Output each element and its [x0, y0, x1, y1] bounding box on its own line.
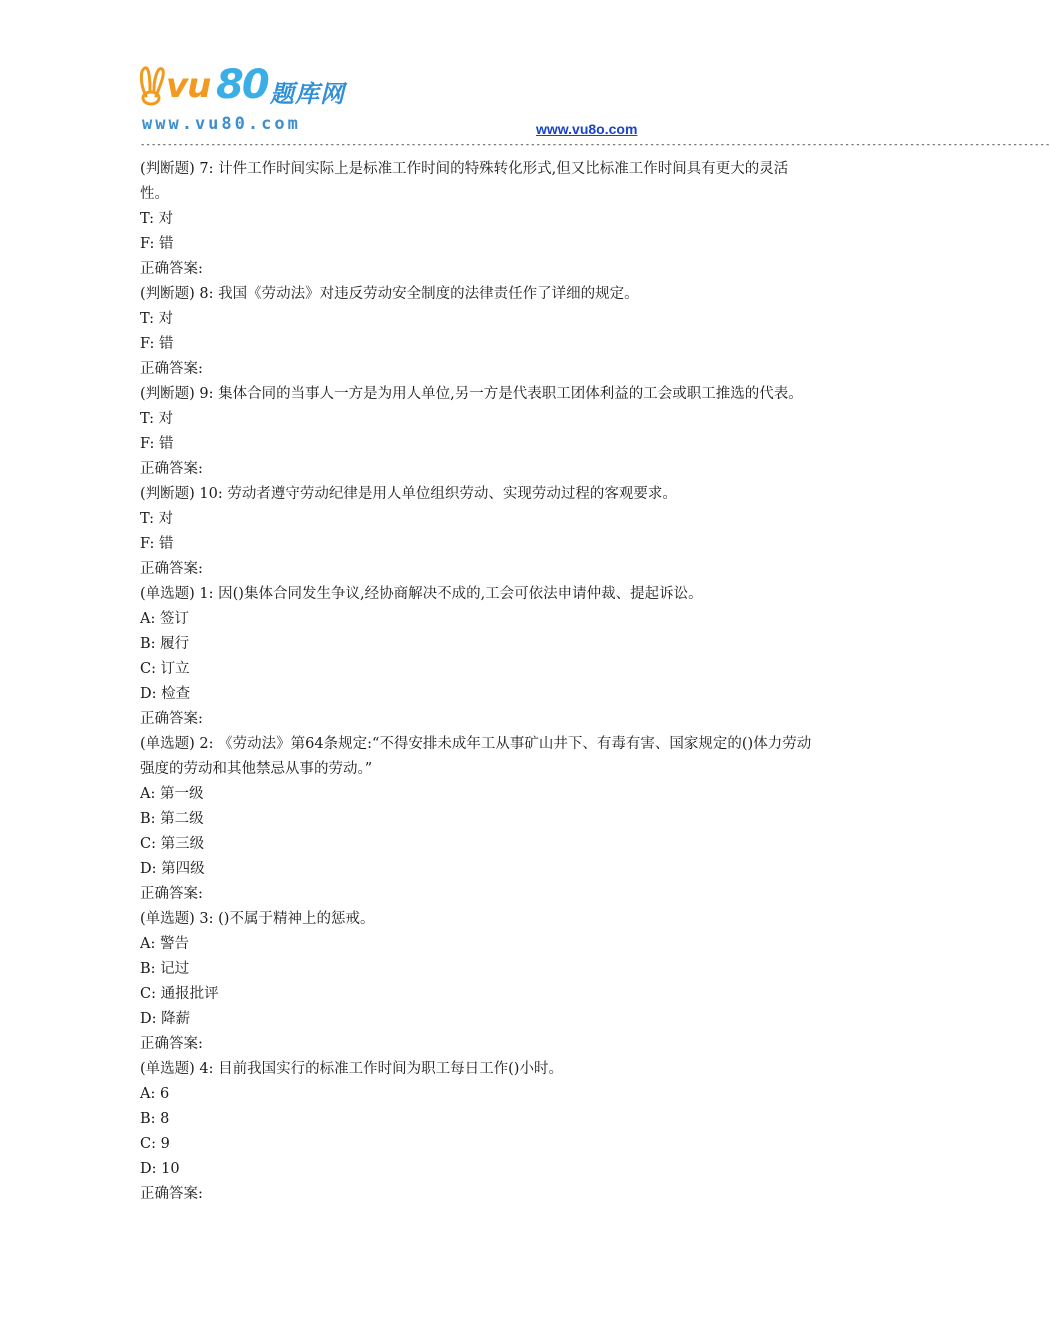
- answer-option: A: 签订: [140, 611, 189, 627]
- header-divider: ------------------------------------------------------------------------------------------------------------------------------------------------------------------------: [140, 140, 1050, 150]
- answer-option: B: 第二级: [140, 811, 204, 827]
- answer-option: C: 9: [140, 1136, 170, 1152]
- answer-option: B: 履行: [140, 636, 190, 652]
- answer-option: T: 对: [140, 311, 174, 327]
- answer-option: F: 错: [140, 536, 174, 552]
- answer-option: T: 对: [140, 411, 174, 427]
- question-block: [140, 1057, 812, 1207]
- answer-option: D: 10: [140, 1161, 180, 1177]
- logo-url-text: www.vu80.com: [142, 114, 301, 134]
- site-link[interactable]: www.vu8o.com: [536, 121, 638, 137]
- answer-option: T: 对: [140, 511, 174, 527]
- question-block: [140, 382, 812, 482]
- question-list: [140, 157, 812, 1207]
- correct-answer-label: 正确答案:: [140, 1186, 203, 1202]
- question-block: [140, 582, 812, 732]
- answer-option: A: 6: [140, 1086, 170, 1102]
- question-stem: (单选题) 3: ()不属于精神上的惩戒。: [140, 911, 375, 927]
- correct-answer-label: 正确答案:: [140, 561, 203, 577]
- answer-option: C: 通报批评: [140, 986, 219, 1002]
- correct-answer-label: 正确答案:: [140, 711, 203, 727]
- logo-80-text: 80: [216, 62, 268, 108]
- answer-option: C: 第三级: [140, 836, 205, 852]
- question-block: [140, 157, 812, 282]
- question-stem: (判断题) 9: 集体合同的当事人一方是为用人单位,另一方是代表职工团体利益的工会或职工推选的代表。: [140, 386, 803, 402]
- answer-option: C: 订立: [140, 661, 190, 677]
- question-stem: (判断题) 7: 计件工作时间实际上是标准工作时间的特殊转化形式,但又比标准工作时间具有更大的灵活性。: [140, 161, 789, 202]
- correct-answer-label: 正确答案:: [140, 261, 203, 277]
- correct-answer-label: 正确答案:: [140, 886, 203, 902]
- bunny-icon: [138, 66, 166, 106]
- answer-option: A: 警告: [140, 936, 189, 952]
- question-stem: (单选题) 1: 因()集体合同发生争议,经协商解决不成的,工会可依法申请仲裁、提起诉讼。: [140, 586, 703, 602]
- answer-option: T: 对: [140, 211, 174, 227]
- answer-option: D: 第四级: [140, 861, 205, 877]
- question-block: [140, 282, 812, 382]
- answer-option: F: 错: [140, 336, 174, 352]
- question-stem: (判断题) 8: 我国《劳动法》对违反劳动安全制度的法律责任作了详细的规定。: [140, 286, 639, 302]
- logo-cn-text: 题库网: [270, 80, 345, 108]
- answer-option: A: 第一级: [140, 786, 204, 802]
- answer-option: B: 记过: [140, 961, 190, 977]
- correct-answer-label: 正确答案:: [140, 461, 203, 477]
- answer-option: D: 降薪: [140, 1011, 191, 1027]
- correct-answer-label: 正确答案:: [140, 361, 203, 377]
- question-block: [140, 732, 812, 907]
- question-stem: (单选题) 2: 《劳动法》第64条规定:“不得安排未成年工从事矿山井下、有毒有害、国家规定的()体力劳动强度的劳动和其他禁忌从事的劳动。”: [140, 736, 812, 777]
- answer-option: B: 8: [140, 1111, 170, 1127]
- answer-option: D: 检查: [140, 686, 191, 702]
- correct-answer-label: 正确答案:: [140, 1036, 203, 1052]
- question-block: [140, 907, 812, 1057]
- answer-option: F: 错: [140, 236, 174, 252]
- site-logo: [136, 64, 360, 136]
- logo-vu-text: vu: [166, 66, 211, 106]
- question-stem: (判断题) 10: 劳动者遵守劳动纪律是用人单位组织劳动、实现劳动过程的客观要求。: [140, 486, 677, 502]
- question-stem: (单选题) 4: 目前我国实行的标准工作时间为职工每日工作()小时。: [140, 1061, 563, 1077]
- question-block: [140, 482, 812, 582]
- answer-option: F: 错: [140, 436, 174, 452]
